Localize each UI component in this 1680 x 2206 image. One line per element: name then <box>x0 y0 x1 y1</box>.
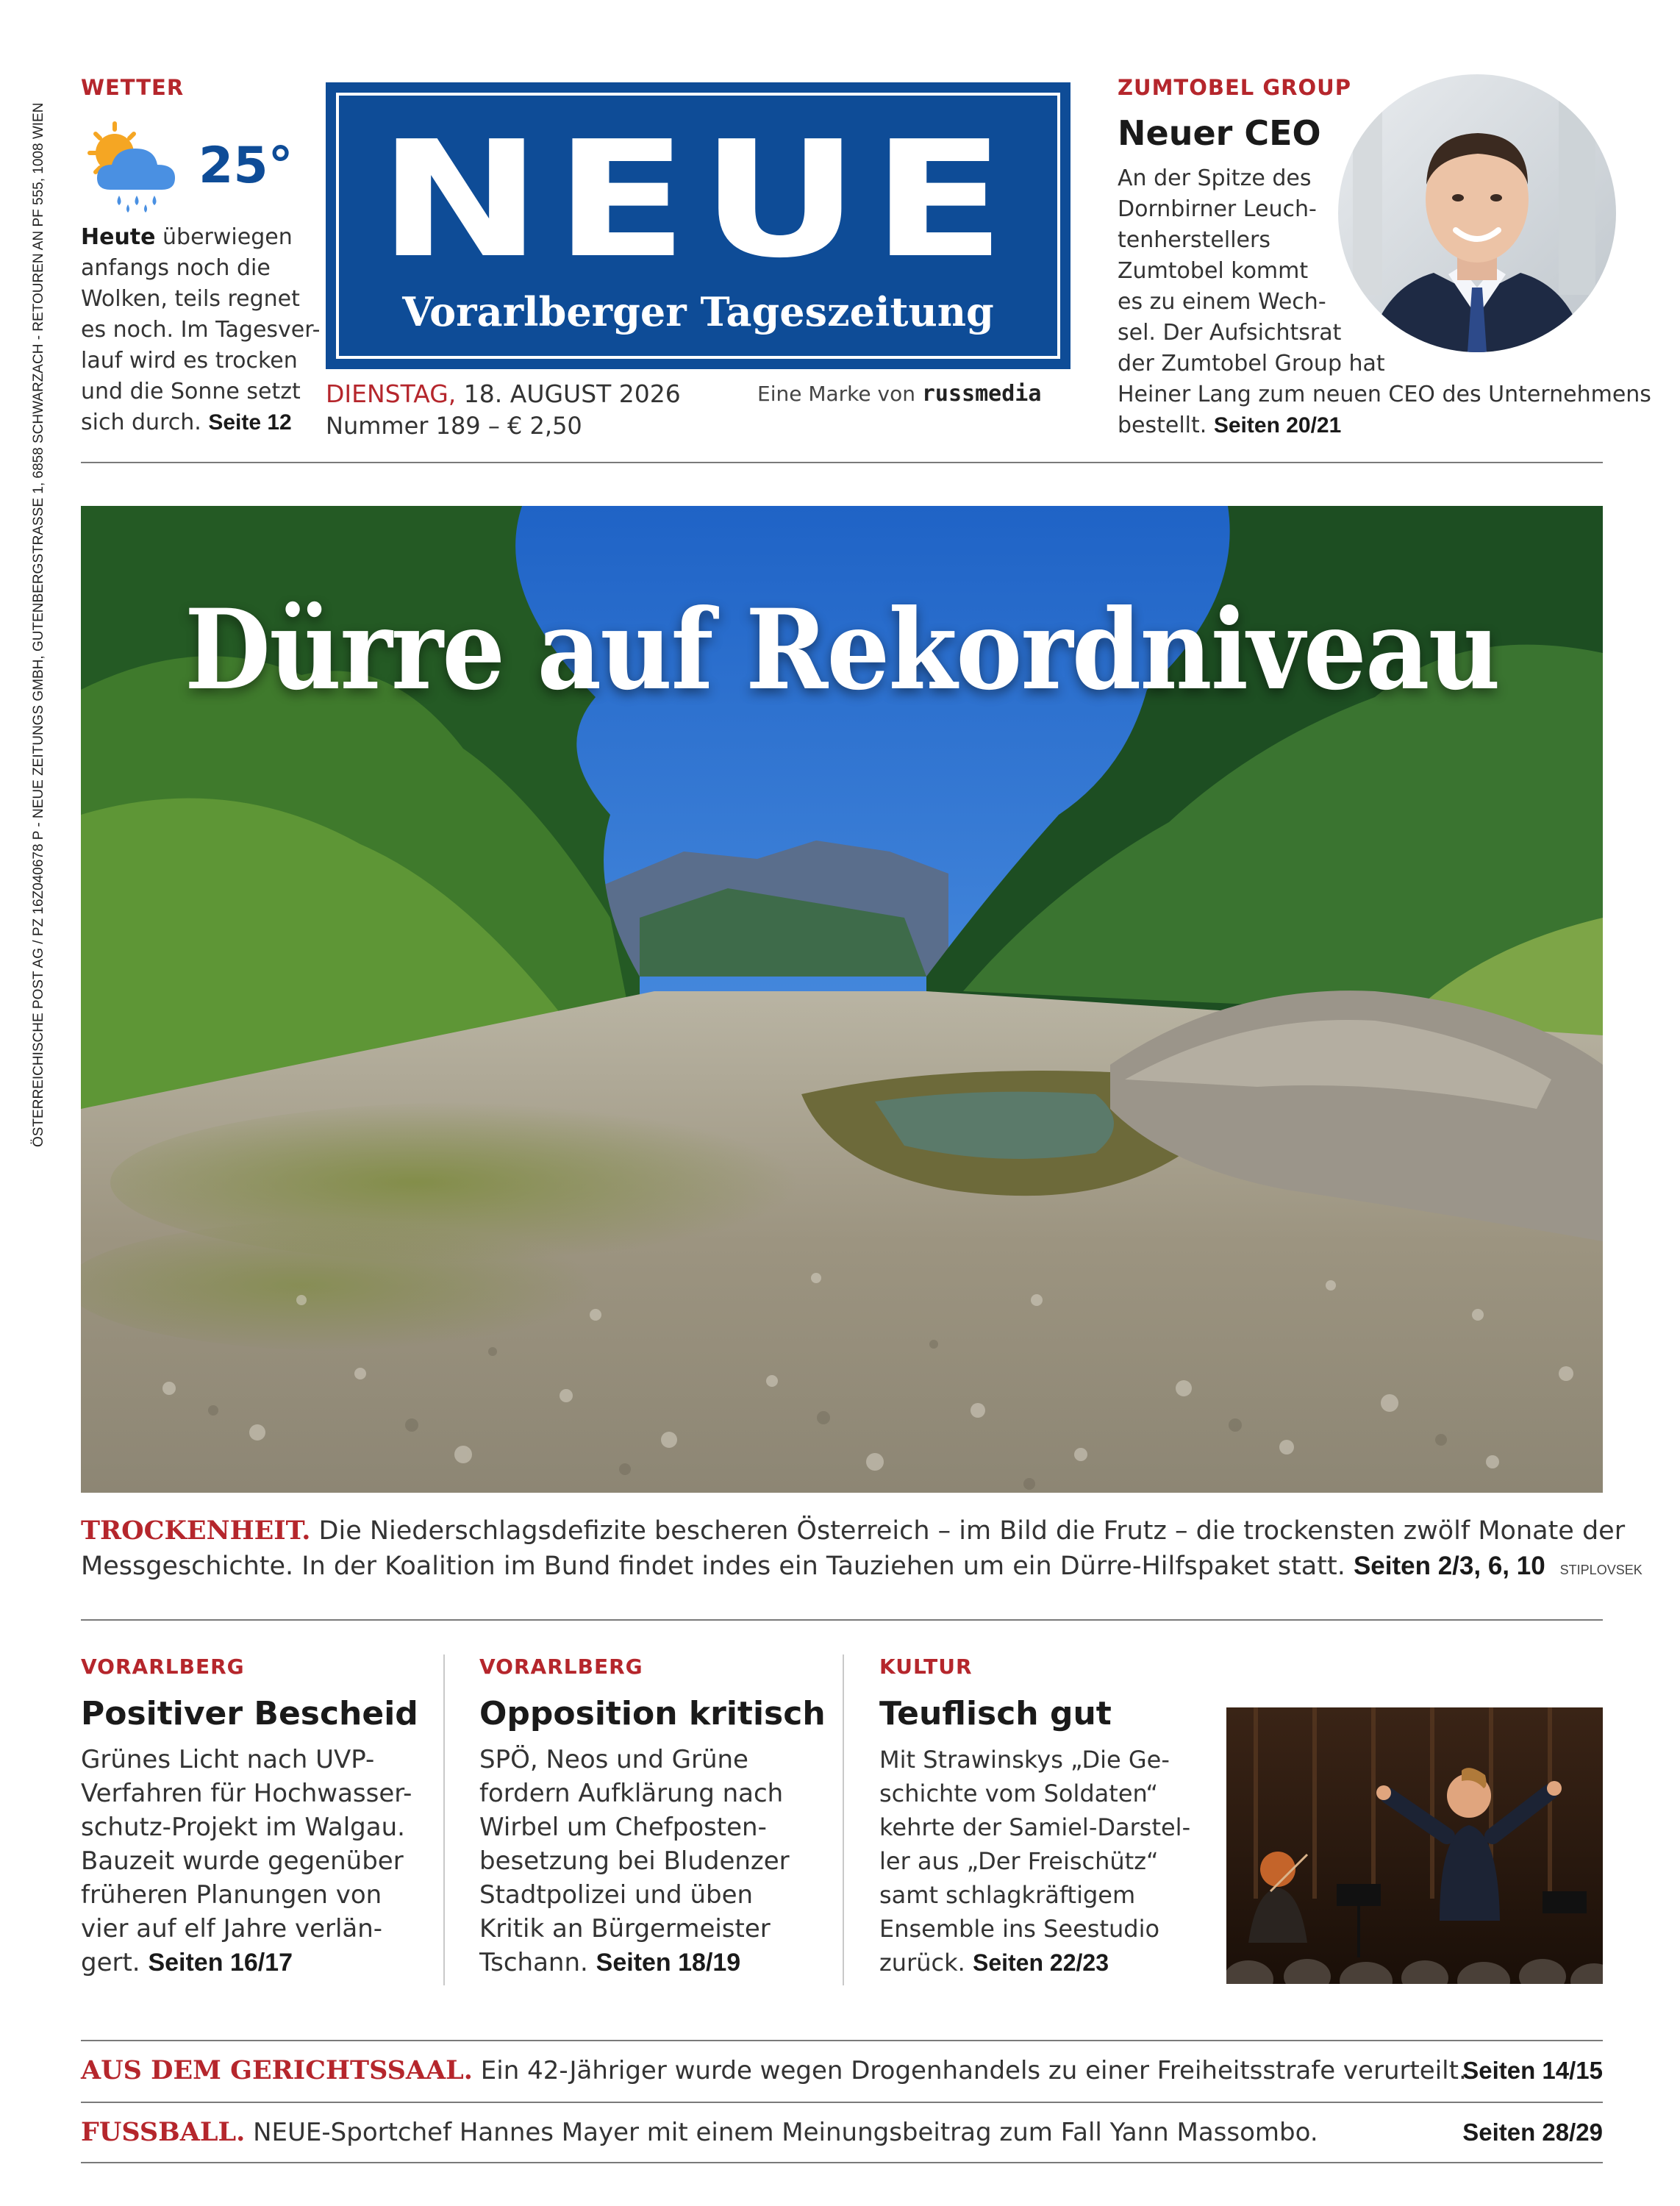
weather-lead: Heute <box>81 224 156 250</box>
column-divider <box>843 1654 844 1985</box>
ceo-headline[interactable]: Neuer CEO <box>1118 113 1321 153</box>
masthead-subtitle: Vorarlberger Tageszeitung <box>402 288 994 335</box>
story-text: Mit Strawinskys „Die Ge- schichte vom Soldaten“ kehrte der Samiel-Darstel- ler aus „Der Freischütz“ samt schlagkräftigem Ensemble ins Seestudio zurück. Seiten 22/23 <box>879 1746 1191 1977</box>
story-page-ref[interactable]: Seiten 18/19 <box>596 1949 741 1977</box>
story-text: SPÖ, Neos und Grüne fordern Aufklärung nach Wirbel um Chefposten- besetzung bei Bludenzer Stadtpolizei und üben Kritik an Bürgermeister Tschann. Seiten 18/19 <box>479 1745 790 1977</box>
teaser-page-ref[interactable]: Seiten 14/15 <box>1462 2057 1603 2084</box>
ceo-portrait-photo[interactable] <box>1338 74 1616 352</box>
russmedia-logo: russmedia <box>921 381 1042 407</box>
story-kicker: KULTUR <box>879 1654 973 1679</box>
story-column-2 <box>479 1654 840 1980</box>
teaser-kicker: FUSSBALL. <box>81 2117 246 2147</box>
masthead-title: NEUE <box>378 107 1018 293</box>
teaser-text: NEUE-Sportchef Hannes Mayer mit einem Meinungsbeitrag zum Fall Yann Massombo. <box>245 2118 1318 2147</box>
story-headline[interactable]: Opposition kritisch <box>479 1695 826 1732</box>
column-divider <box>443 1654 445 1985</box>
story-text: Grünes Licht nach UVP- Verfahren für Hochwasser- schutz-Projekt im Walgau. Bauzeit wurde gegenüber früheren Planungen von vier auf elf Jahre verlän- gert. Seiten 16/17 <box>81 1745 412 1977</box>
teaser-text: Ein 42-Jähriger wurde wegen Drogenhandels zu einer Freiheitsstrafe verurteilt. <box>472 2056 1467 2085</box>
weather-temperature: 25° <box>199 137 293 195</box>
teaser-court[interactable] <box>81 2049 1603 2093</box>
kultur-stage-photo[interactable] <box>1226 1707 1603 1984</box>
teaser-football[interactable] <box>81 2110 1603 2155</box>
ceo-page-ref[interactable]: Seiten 20/21 <box>1213 413 1342 438</box>
brand-line: Eine Marke von russmedia <box>757 381 1042 407</box>
divider <box>81 2102 1603 2103</box>
teaser-kicker: AUS DEM GERICHTSSAAL. <box>81 2055 473 2085</box>
story-headline[interactable]: Teuflisch gut <box>879 1695 1112 1732</box>
story-headline[interactable]: Positiver Bescheid <box>81 1695 418 1732</box>
issue-number-price: Nummer 189 – € 2,50 <box>326 412 582 440</box>
story-page-ref[interactable]: Seiten 16/17 <box>148 1949 293 1977</box>
story-kicker: VORARLBERG <box>81 1654 245 1679</box>
story-column-1 <box>81 1654 441 1980</box>
ceo-kicker: ZUMTOBEL GROUP <box>1118 75 1351 100</box>
story-page-ref[interactable]: Seiten 22/23 <box>972 1949 1109 1976</box>
hero-page-ref[interactable]: Seiten 2/3, 6, 10 <box>1353 1552 1545 1580</box>
divider <box>81 2040 1603 2041</box>
weather-page-ref[interactable]: Seite 12 <box>208 410 292 435</box>
divider <box>81 462 1603 463</box>
hero-caption-kicker: TROCKENHEIT. <box>81 1516 311 1546</box>
hero-headline[interactable]: Dürre auf Rekordniveau <box>184 585 1500 715</box>
story-column-3 <box>879 1654 1218 1980</box>
weather-text: Heute überwiegen anfangs noch die Wolken, teils regnet es noch. Im Tagesver- lauf wird es trocken und die Sonne setzt sich durch. Seite 12 <box>81 224 321 435</box>
sun-cloud-rain-icon <box>81 119 191 215</box>
hero-photo[interactable] <box>81 506 1603 1493</box>
photo-credit: STIPLOVSEK <box>1559 1563 1643 1577</box>
postal-imprint: ÖSTERREICHISCHE POST AG / PZ 16Z040678 P - NEUE ZEITUNGS GMBH, GUTENBERGSTRASSE 1, 6858 SCHWARZACH - RETOUREN AN PF 555, 1008 WIEN <box>31 102 46 1147</box>
issue-day: DIENSTAG, <box>326 379 457 408</box>
issue-date: DIENSTAG, 18. AUGUST 2026 <box>326 379 681 408</box>
weather-kicker: WETTER <box>81 75 185 100</box>
ceo-text: An der Spitze des Dornbirner Leuch- tenherstellers Zumtobel kommt es zu einem Wech- sel. Der Aufsichtsrat der Zumtobel Group hat Heiner Lang zum neuen CEO des Unternehmens bestellt. Seiten 20/21 <box>1118 165 1651 438</box>
story-kicker: VORARLBERG <box>479 1654 643 1679</box>
divider <box>81 2162 1603 2163</box>
divider <box>81 1619 1603 1621</box>
masthead-logo <box>326 82 1070 369</box>
hero-caption: TROCKENHEIT. Die Niederschlagsdefizite bescheren Österreich – im Bild die Frutz – die trockensten zwölf Monate der Messgeschichte. In der Koalition im Bund findet indes ein Tauziehen um ein Dürre-Hilfspaket statt. Seiten 2/3, 6, 10 STIPLOVSEK <box>81 1516 1643 1581</box>
teaser-page-ref[interactable]: Seiten 28/29 <box>1462 2118 1603 2146</box>
